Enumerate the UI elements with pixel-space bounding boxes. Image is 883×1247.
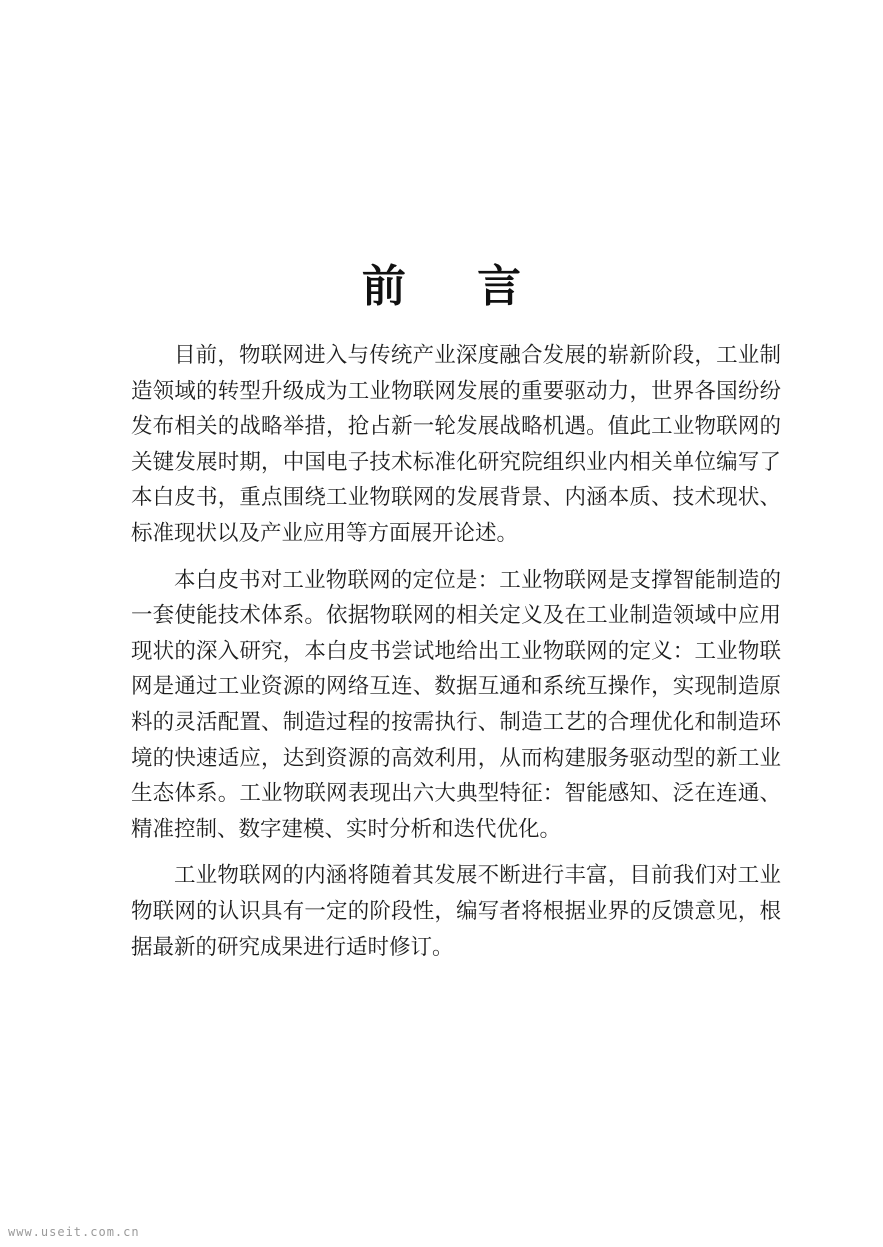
preface-body [131,338,781,976]
paragraph-2: 本白皮书对工业物联网的定位是：工业物联网是支撑智能制造的一套使能技术体系。依据物联网的相关定义及在工业制造领域中应用现状的深入研究，本白皮书尝试地给出工业物联网的定义：工业物联网是通过工业资源的网络互连、数据互通和系统互操作，实现制造原料的灵活配置、制造过程的按需执行、制造工艺的合理优化和制造环境的快速适应，达到资源的高效利用，从而构建服务驱动型的新工业生态体系。工业物联网表现出六大典型特征：智能感知、泛在连通、精准控制、数字建模、实时分析和迭代优化。 [131,567,781,842]
paragraph-1: 目前，物联网进入与传统产业深度融合发展的崭新阶段，工业制造领域的转型升级成为工业物联网发展的重要驱动力，世界各国纷纷发布相关的战略举措，抢占新一轮发展战略机遇。值此工业物联网的关键发展时期，中国电子技术标准化研究院组织业内相关单位编写了本白皮书，重点围绕工业物联网的发展背景、内涵本质、技术现状、标准现状以及产业应用等方面展开论述。 [131,343,781,546]
page-title: 前 言 [361,261,550,313]
watermark: www.useit.com.cn [8,1225,140,1239]
paragraph-3: 工业物联网的内涵将随着其发展不断进行丰富，目前我们对工业物联网的认识具有一定的阶段性，编写者将根据业界的反馈意见，根据最新的研究成果进行适时修订。 [131,863,781,960]
